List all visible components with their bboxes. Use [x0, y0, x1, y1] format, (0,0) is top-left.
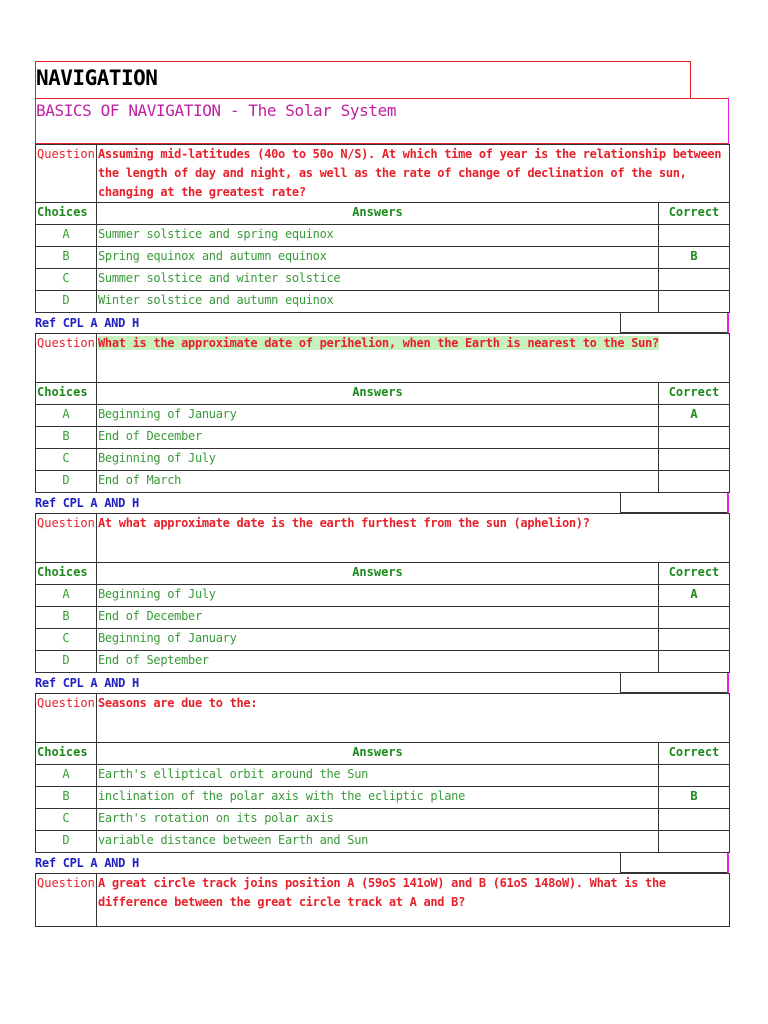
- choice-text: Spring equinox and autumn equinox: [97, 247, 659, 269]
- correct-cell: A: [659, 585, 730, 607]
- choice-letter: C: [36, 809, 97, 831]
- ref-text: Ref CPL A AND H: [35, 316, 139, 330]
- ref-cell: [620, 313, 729, 333]
- correct-cell: [659, 765, 730, 787]
- choice-text: Beginning of January: [97, 629, 659, 651]
- choice-row[interactable]: [36, 471, 730, 493]
- choice-letter: A: [36, 225, 97, 247]
- question-highlight: What is the approximate date of perihelion, when the Earth is nearest to the Sun?: [98, 336, 659, 350]
- correct-header: Correct: [659, 743, 730, 765]
- choice-text: End of September: [97, 651, 659, 673]
- question-label: Question: [36, 694, 97, 743]
- correct-cell: [659, 607, 730, 629]
- choice-letter: A: [36, 585, 97, 607]
- choice-text: Beginning of July: [97, 585, 659, 607]
- correct-cell: [659, 809, 730, 831]
- choice-letter: D: [36, 471, 97, 493]
- choice-text: End of March: [97, 471, 659, 493]
- choice-letter: C: [36, 269, 97, 291]
- ref-marker: [727, 493, 729, 513]
- choice-letter: C: [36, 449, 97, 471]
- question-block-4: [35, 693, 730, 853]
- ref-cell: [620, 493, 729, 513]
- ref-row: [35, 493, 729, 513]
- choices-label: Choices: [36, 383, 97, 405]
- ref-marker: [727, 853, 729, 873]
- question-text: Seasons are due to the:: [97, 694, 730, 743]
- choice-letter: B: [36, 247, 97, 269]
- choice-text: Winter solstice and autumn equinox: [97, 291, 659, 313]
- ref-text: Ref CPL A AND H: [35, 496, 139, 510]
- ref-marker: [727, 673, 729, 693]
- choice-row[interactable]: [36, 607, 730, 629]
- choice-text: End of December: [97, 427, 659, 449]
- choice-text: End of December: [97, 607, 659, 629]
- choice-letter: D: [36, 831, 97, 853]
- page-title: NAVIGATION: [36, 66, 158, 90]
- page-subtitle: BASICS OF NAVIGATION - The Solar System: [36, 101, 397, 120]
- question-label: Question: [36, 514, 97, 563]
- answers-header: Answers: [97, 743, 659, 765]
- choices-label: Choices: [36, 563, 97, 585]
- question-text: A great circle track joins position A (59oS 141oW) and B (61oS 148oW). What is the difference between the great circle track at A and B?: [97, 874, 730, 927]
- choice-row[interactable]: [36, 809, 730, 831]
- correct-cell: B: [659, 247, 730, 269]
- choice-row[interactable]: [36, 225, 730, 247]
- choices-label: Choices: [36, 743, 97, 765]
- question-text: At what approximate date is the earth furthest from the sun (aphelion)?: [97, 514, 730, 563]
- ref-text: Ref CPL A AND H: [35, 676, 139, 690]
- title-row: [35, 61, 691, 98]
- choice-letter: A: [36, 765, 97, 787]
- correct-cell: [659, 427, 730, 449]
- choice-row[interactable]: [36, 585, 730, 607]
- choice-row[interactable]: [36, 405, 730, 427]
- question-label: Question: [36, 145, 97, 203]
- choice-text: Summer solstice and winter solstice: [97, 269, 659, 291]
- choice-letter: B: [36, 787, 97, 809]
- correct-cell: A: [659, 405, 730, 427]
- question-block-3: [35, 513, 730, 673]
- choice-text: Earth's elliptical orbit around the Sun: [97, 765, 659, 787]
- question-block-2: [35, 333, 730, 493]
- question-text: Assuming mid-latitudes (40o to 50o N/S). At which time of year is the relationship between the length of day and night, as well as the rate of change of declination of the sun, changing at the greatest rate?: [97, 145, 730, 203]
- choices-label: Choices: [36, 203, 97, 225]
- choice-text: Earth's rotation on its polar axis: [97, 809, 659, 831]
- choice-letter: A: [36, 405, 97, 427]
- choice-text: inclination of the polar axis with the ecliptic plane: [97, 787, 659, 809]
- ref-marker: [727, 313, 729, 333]
- subtitle-row: [35, 98, 729, 144]
- ref-text: Ref CPL A AND H: [35, 856, 139, 870]
- correct-cell: [659, 291, 730, 313]
- correct-cell: [659, 831, 730, 853]
- question-block-5: [35, 873, 730, 927]
- choice-row[interactable]: [36, 629, 730, 651]
- choice-row[interactable]: [36, 787, 730, 809]
- answers-header: Answers: [97, 383, 659, 405]
- choice-row[interactable]: [36, 449, 730, 471]
- ref-cell: [620, 673, 729, 693]
- correct-header: Correct: [659, 203, 730, 225]
- choice-row[interactable]: [36, 427, 730, 449]
- answers-header: Answers: [97, 203, 659, 225]
- question-sheet: [35, 61, 729, 927]
- ref-row: [35, 673, 729, 693]
- choice-row[interactable]: [36, 831, 730, 853]
- choice-text: Beginning of January: [97, 405, 659, 427]
- choice-letter: D: [36, 291, 97, 313]
- choice-row[interactable]: [36, 247, 730, 269]
- answers-header: Answers: [97, 563, 659, 585]
- choice-row[interactable]: [36, 269, 730, 291]
- choice-row[interactable]: [36, 651, 730, 673]
- correct-cell: [659, 269, 730, 291]
- correct-cell: [659, 651, 730, 673]
- choice-letter: B: [36, 427, 97, 449]
- correct-cell: [659, 449, 730, 471]
- correct-cell: B: [659, 787, 730, 809]
- correct-cell: [659, 629, 730, 651]
- choice-letter: C: [36, 629, 97, 651]
- choice-text: variable distance between Earth and Sun: [97, 831, 659, 853]
- correct-cell: [659, 225, 730, 247]
- choice-letter: B: [36, 607, 97, 629]
- correct-header: Correct: [659, 383, 730, 405]
- choice-row[interactable]: [36, 765, 730, 787]
- question-label: Question: [36, 874, 97, 927]
- choice-text: Summer solstice and spring equinox: [97, 225, 659, 247]
- question-text: [97, 334, 730, 383]
- question-block-1: [35, 144, 730, 313]
- ref-row: [35, 313, 729, 333]
- correct-cell: [659, 471, 730, 493]
- question-label: Question: [36, 334, 97, 383]
- choice-letter: D: [36, 651, 97, 673]
- ref-cell: [620, 853, 729, 873]
- choice-text: Beginning of July: [97, 449, 659, 471]
- choice-row[interactable]: [36, 291, 730, 313]
- ref-row: [35, 853, 729, 873]
- correct-header: Correct: [659, 563, 730, 585]
